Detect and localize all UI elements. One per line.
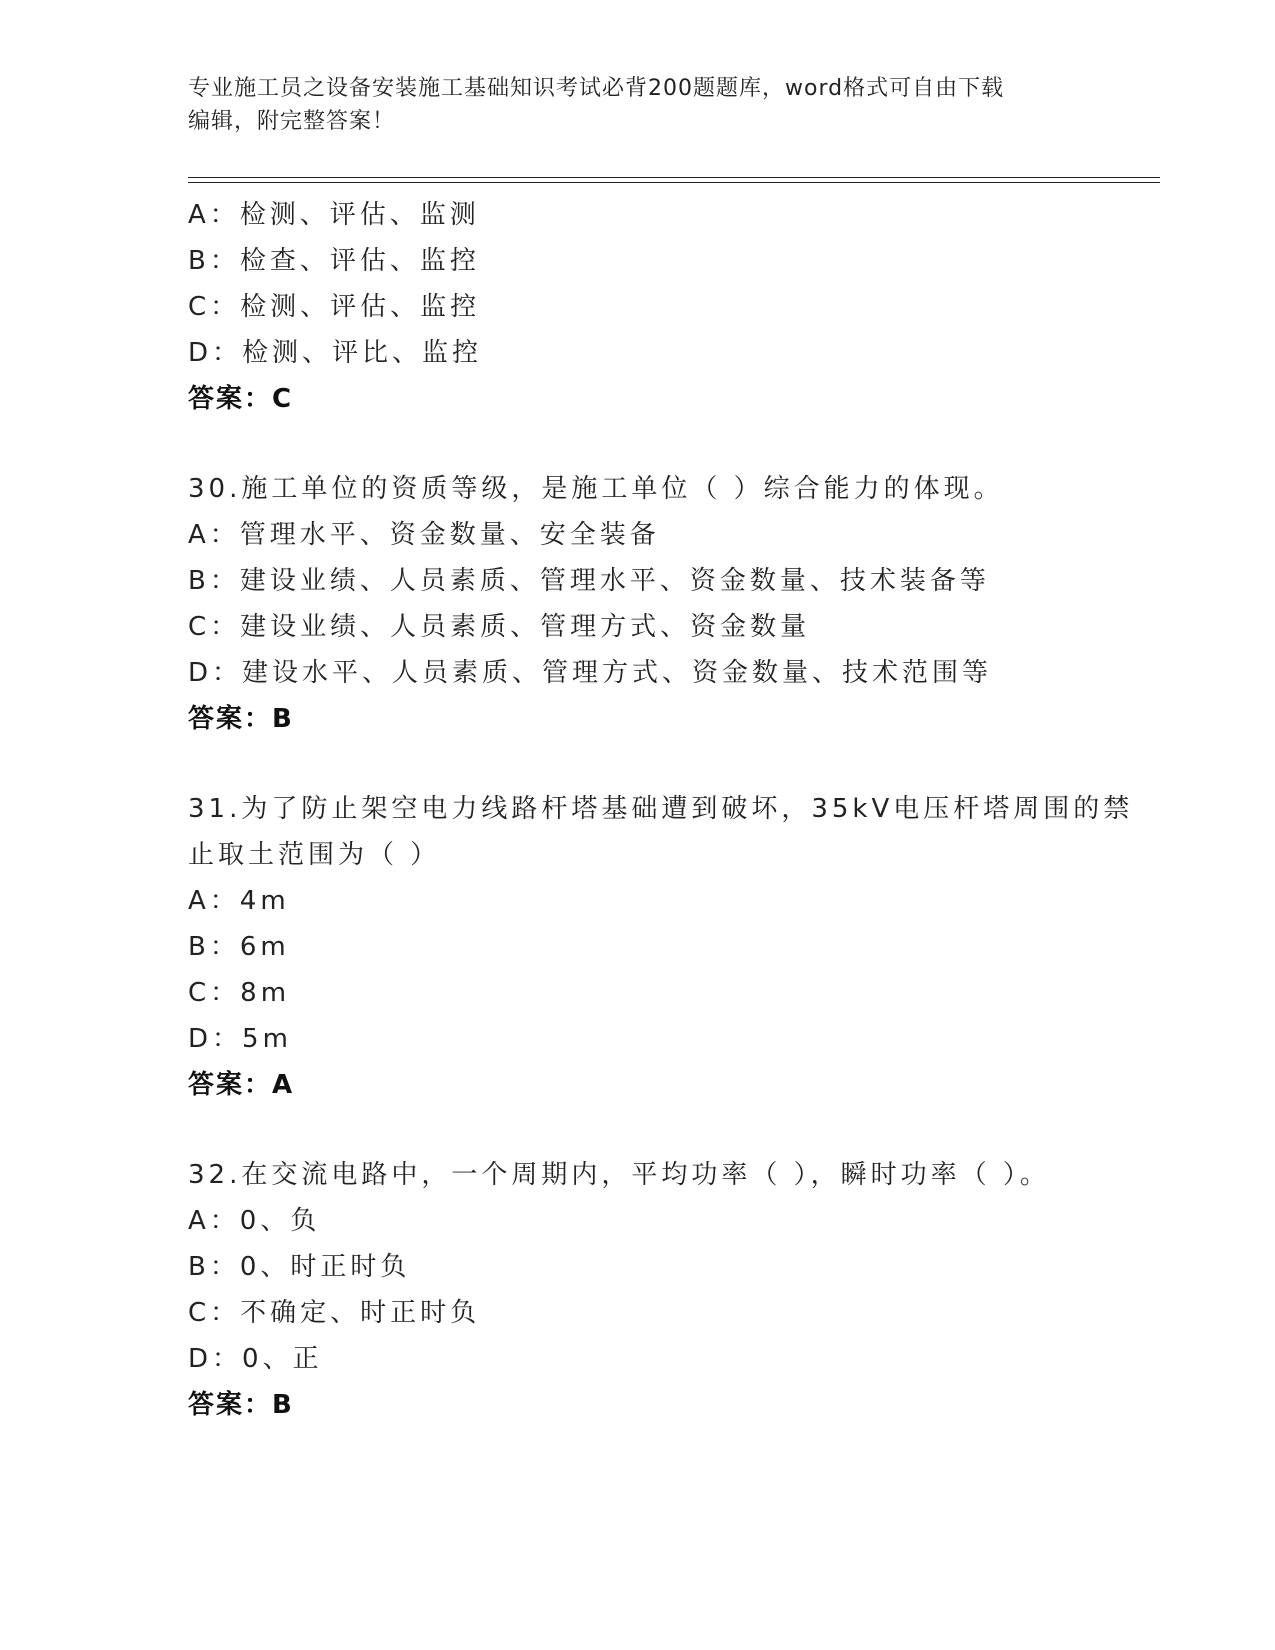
option-d: D：5m — [188, 1024, 292, 1054]
option-d: D：建设水平、人员素质、管理方式、资金数量、技术范围等 — [188, 658, 993, 688]
header-divider-top — [188, 177, 1160, 178]
option-b: B：0、时正时负 — [188, 1252, 411, 1282]
option-c: C：不确定、时正时负 — [188, 1298, 481, 1328]
option-d: D：检测、评比、监控 — [188, 338, 483, 368]
question-31 — [188, 786, 1148, 1108]
question-30 — [188, 466, 1148, 742]
option-d: D：0、正 — [188, 1344, 323, 1374]
answer-label: 答案：C — [188, 384, 294, 414]
header-line-2: 编辑，附完整答案！ — [188, 109, 396, 134]
answer-label: 答案：A — [188, 1070, 295, 1100]
document-header — [188, 72, 1088, 138]
answer-label: 答案：B — [188, 1390, 294, 1420]
question-text: 32.在交流电路中，一个周期内，平均功率（ ），瞬时功率（ ）。 — [188, 1160, 1050, 1190]
question-list — [188, 192, 1148, 1428]
answer-label: 答案：B — [188, 704, 294, 734]
question-29 — [188, 192, 1148, 422]
option-c: C：建设业绩、人员素质、管理方式、资金数量 — [188, 612, 811, 642]
option-b: B：建设业绩、人员素质、管理水平、资金数量、技术装备等 — [188, 566, 990, 596]
option-c: C：检测、评估、监控 — [188, 292, 481, 322]
question-32 — [188, 1152, 1148, 1428]
question-text-line-1: 31.为了防止架空电力线路杆塔基础遭到破坏，35kV电压杆塔周围的禁 — [188, 794, 1134, 824]
option-c: C：8m — [188, 978, 291, 1008]
question-text-line-2: 止取土范围为（ ） — [188, 840, 441, 870]
option-a: A：0、负 — [188, 1206, 321, 1236]
header-line-1: 专业施工员之设备安装施工基础知识考试必背200题题库，word格式可自由下载 — [188, 76, 1005, 101]
option-b: B：6m — [188, 932, 290, 962]
option-a: A：4m — [188, 886, 290, 916]
header-divider-bottom — [188, 182, 1160, 183]
option-a: A：管理水平、资金数量、安全装备 — [188, 520, 660, 550]
option-b: B：检查、评估、监控 — [188, 246, 480, 276]
option-a: A：检测、评估、监测 — [188, 200, 480, 230]
question-text: 30.施工单位的资质等级，是施工单位（ ）综合能力的体现。 — [188, 474, 1004, 504]
